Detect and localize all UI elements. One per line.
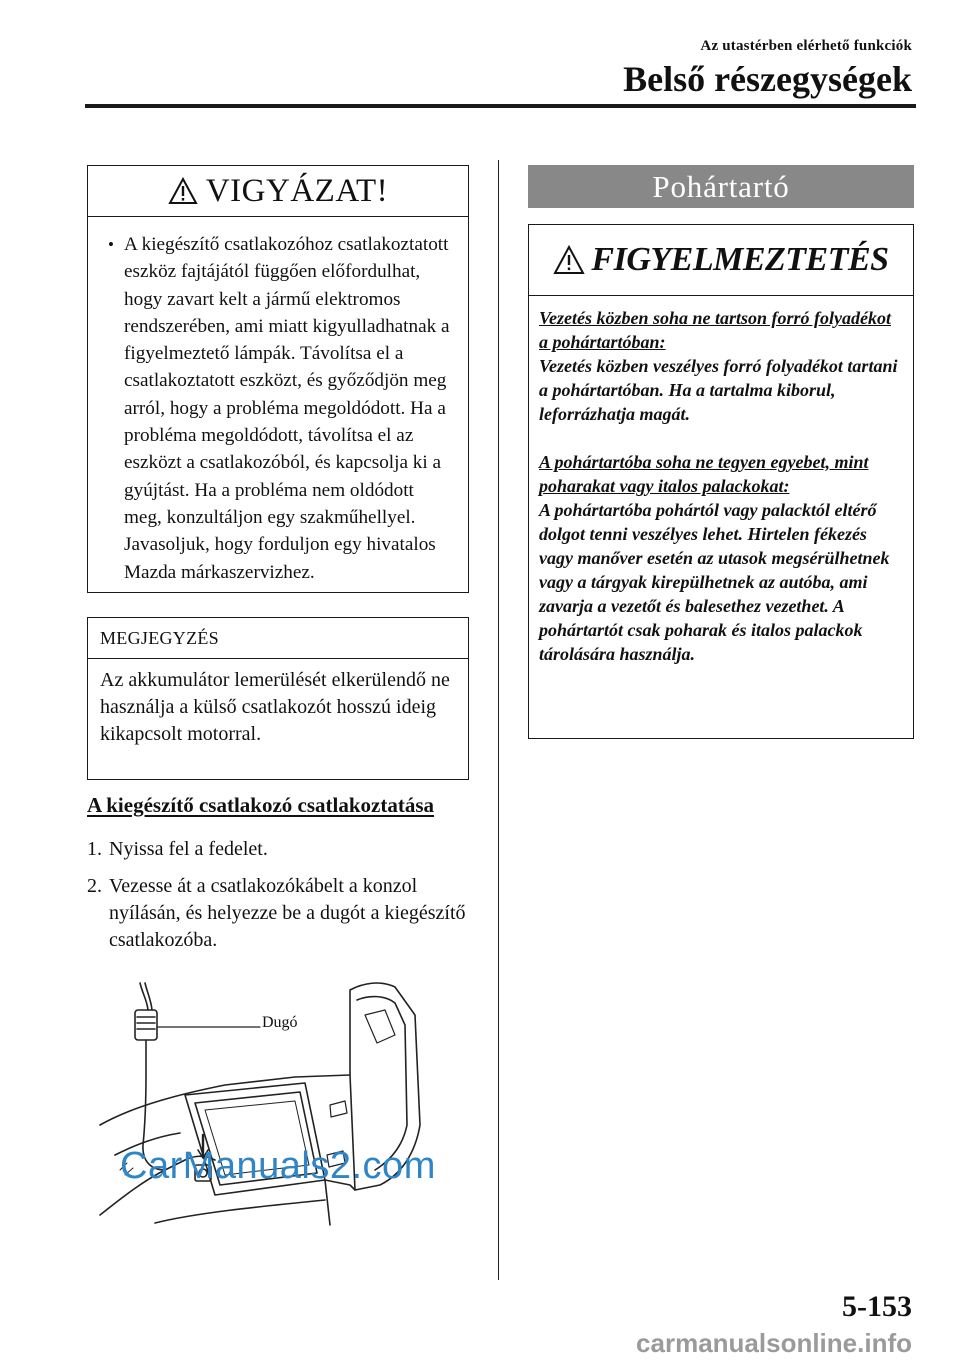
step-number: 1. xyxy=(87,838,102,860)
caution-text: A kiegészítő csatlakozóhoz csatlakoztatott eszköz fajtájától függően előfordulhat, hogy zavart kelt a jármű elektromos rendszerében, ami miatt kigyulladhatnak a figyelmeztető lámpák. Távolítsa el a csatlakoztatott eszközt, és győződjön meg arról, hogy a probléma megoldódott. Ha a probléma megoldódott, távolítsa el az eszközt a csatlakozóból, és kapcsolja ki a gyújtást. Ha a probléma nem oldódott meg, konzultáljon egy szakműhellyel. Javasoljuk, hogy forduljon egy hivatalos Mazda márkaszervizhez. xyxy=(124,234,450,583)
warning-triangle-icon xyxy=(553,245,585,275)
step-text-continued: nyílásán, és helyezze be a dugót a kiegészítő csatlakozóba. xyxy=(109,902,466,951)
step-text: Nyissa fel a fedelet. xyxy=(109,838,268,860)
caution-header xyxy=(88,166,468,217)
warning-para1-text: Vezetés közben veszélyes forró folyadékot tartani a pohártartóban. Ha a tartalma kiborul, leforrázhatja magát. xyxy=(539,356,898,424)
page-number: 5-153 xyxy=(842,1290,912,1323)
warning-header xyxy=(529,225,913,296)
bullet: • xyxy=(108,235,114,254)
watermark: CarManuals2.com xyxy=(120,1145,436,1187)
warning-title: FIGYELMEZTETÉS xyxy=(591,241,889,278)
section-title: Belső részegységek xyxy=(623,59,912,99)
note-title: MEGJEGYZÉS xyxy=(88,618,468,659)
warning-para2-text: A pohártartóba pohártól vagy palacktól eltérő dolgot tenni veszélyes lehet. Hirtelen fékezés vagy manőver esetén az utasok megsérülhetnek vagy a tárgyak kirepülhetnek az autóba, ami zavarja a vezetőt és balesethez vezethet. A pohártartót csak poharak és italos palackok tárolására használja. xyxy=(539,500,890,664)
warning-body xyxy=(529,296,913,666)
step-1 xyxy=(87,836,268,863)
note-box xyxy=(87,617,469,780)
step-number: 2. xyxy=(87,875,102,897)
chapter-title: Az utastérben elérhető funkciók xyxy=(700,38,912,54)
step-text: Vezesse át a csatlakozókábelt a konzol xyxy=(109,875,418,897)
warning-box xyxy=(528,224,914,739)
note-text: Az akkumulátor lemerülését elkerülendő ne használja a külső csatlakozót hosszú ideig kikapcsolt motorral. xyxy=(100,669,450,745)
warning-para1-heading: Vezetés közben soha ne tartson forró folyadékot a pohártartóban: xyxy=(539,308,892,352)
warning-para2-heading: A pohártartóba soha ne tegyen egyebet, mint poharakat vagy italos palackokat: xyxy=(539,452,869,496)
caution-title: VIGYÁZAT! xyxy=(205,172,389,209)
connection-heading: A kiegészítő csatlakozó csatlakoztatása xyxy=(87,793,435,817)
figure-label-plug: Dugó xyxy=(262,1014,298,1031)
footer-url: carmanualsonline.info xyxy=(636,1328,912,1358)
caution-body xyxy=(88,217,468,586)
warning-triangle-icon xyxy=(168,177,198,205)
caution-box xyxy=(87,165,469,593)
step-2 xyxy=(87,873,477,954)
column-divider xyxy=(498,160,499,1280)
header-rule xyxy=(85,104,916,108)
cupholder-banner: Pohártartó xyxy=(528,165,914,208)
